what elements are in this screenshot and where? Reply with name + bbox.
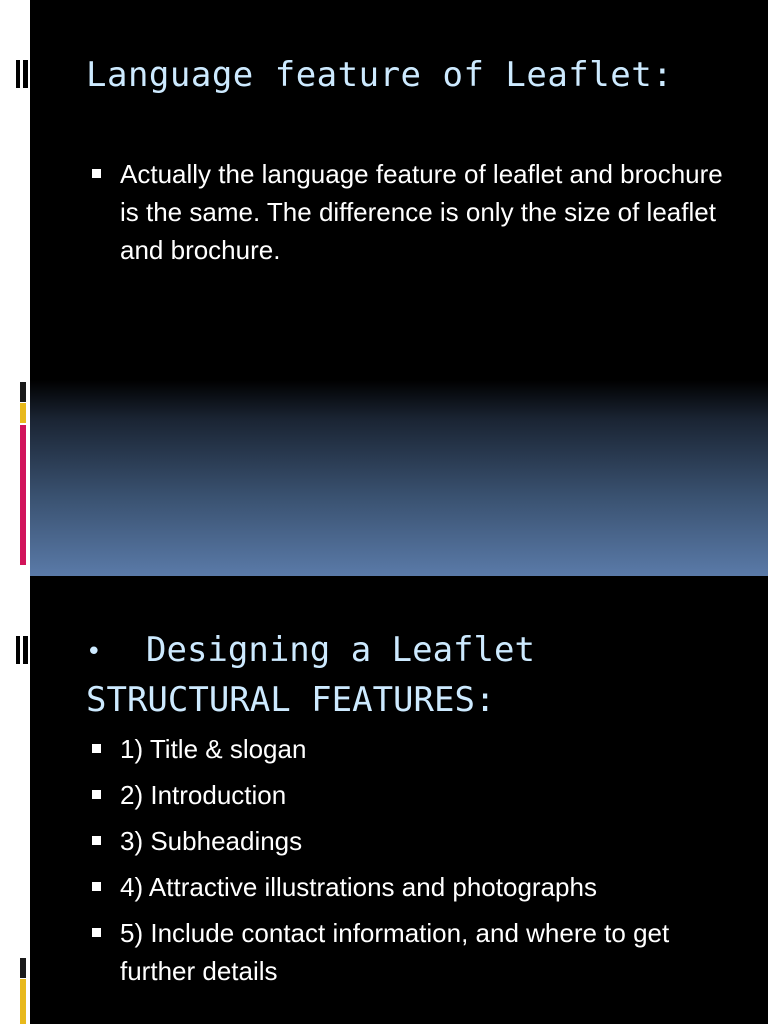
list-item [92,914,728,990]
corner-mark [16,636,28,664]
slide-2-subheading: STRUCTURAL FEATURES: [86,680,496,720]
square-bullet-icon [92,744,101,753]
list-item-text: 2) Introduction [120,780,287,810]
slide-2-bullet-list [92,730,728,990]
square-bullet-icon [92,928,101,937]
square-bullet-icon [92,882,101,891]
list-item [92,776,728,814]
accent-marker-gold [20,403,26,423]
heading-bullet-icon: • [86,636,102,667]
list-item-text: 3) Subheadings [120,826,303,856]
slide-2-heading [86,630,535,670]
list-item-text: Actually the language feature of leaflet and brochure is the same. The difference is only the size of leaflet and brochure. [120,159,723,265]
accent-marker-black [20,382,26,402]
list-item [92,822,728,860]
corner-mark [16,60,28,88]
slide-1-bullet-list [92,155,728,269]
list-item-text: 4) Attractive illustrations and photographs [120,872,597,902]
list-item [92,730,728,768]
square-bullet-icon [92,169,101,178]
square-bullet-icon [92,836,101,845]
accent-marker-pink [20,425,26,565]
square-bullet-icon [92,790,101,799]
accent-marker-black [20,958,26,978]
list-item-text: 1) Title & slogan [120,734,307,764]
list-item [92,155,728,269]
gradient-band [30,380,768,576]
slide-1-title: Language feature of Leaflet: [86,55,674,95]
list-item-text: 5) Include contact information, and where to get further details [120,918,670,986]
list-item [92,868,728,906]
accent-marker-gold [20,979,26,1024]
slide-2-heading-text: Designing a Leaflet [146,630,535,670]
slide-2 [0,576,768,1024]
